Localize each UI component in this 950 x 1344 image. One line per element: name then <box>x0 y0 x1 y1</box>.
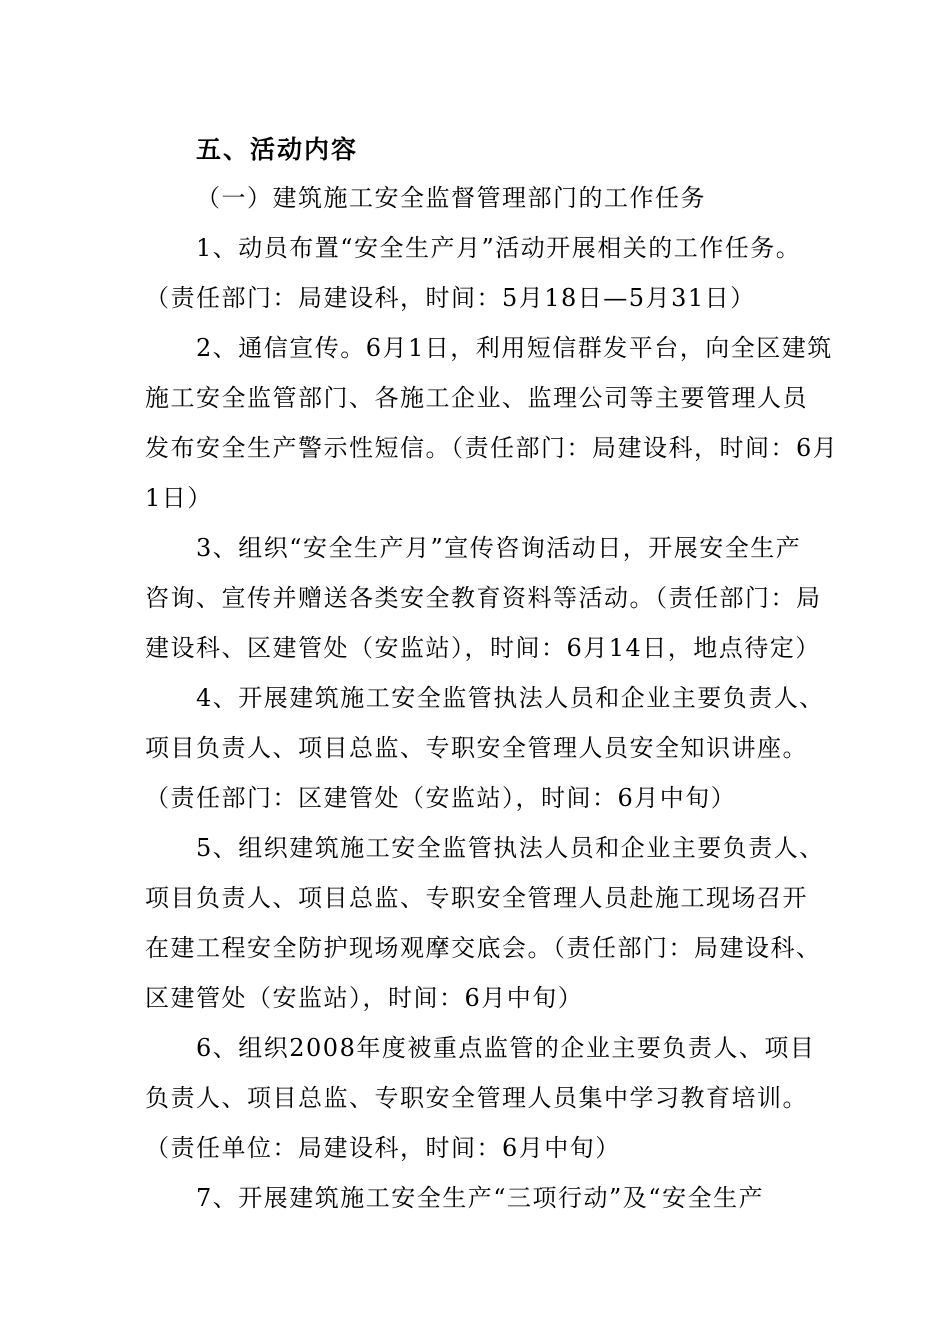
paragraph-line: 咨询、宣传并赠送各类安全教育资料等活动。（责任部门：局 <box>145 584 822 612</box>
section-subtitle: （一）建筑施工安全监督管理部门的工作任务 <box>196 184 706 212</box>
paragraph-line: 6、组织2008年度被重点监管的企业主要负责人、项目 <box>196 1034 816 1062</box>
paragraph-line: （责任部门：局建设科，时间：5月18日—5月31日） <box>145 284 756 312</box>
paragraph-line: 区建管处（安监站），时间：6月中旬） <box>145 984 584 1012</box>
paragraph-line: 4、开展建筑施工安全监管执法人员和企业主要负责人、 <box>196 684 825 712</box>
paragraph-line: （责任单位：局建设科，时间：6月中旬） <box>145 1134 621 1162</box>
paragraph-line: 施工安全监管部门、各施工企业、监理公司等主要管理人员 <box>145 384 808 412</box>
paragraph-line: 5、组织建筑施工安全监管执法人员和企业主要负责人、 <box>196 834 825 862</box>
paragraph-line: 1、动员布置“安全生产月”活动开展相关的工作任务。 <box>196 234 802 262</box>
paragraph-line: 7、开展建筑施工安全生产“三项行动”及“安全生产 <box>196 1184 765 1212</box>
paragraph-line: 在建工程安全防护现场观摩交底会。（责任部门：局建设科、 <box>145 934 822 962</box>
paragraph-line: 2、通信宣传。6月1日，利用短信群发平台，向全区建筑 <box>196 334 833 362</box>
paragraph-line: 3、组织“安全生产月”宣传咨询活动日，开展安全生产 <box>196 534 802 562</box>
paragraph-line: 1日） <box>145 484 213 512</box>
paragraph-line: 项目负责人、项目总监、专职安全管理人员安全知识讲座。 <box>145 734 808 762</box>
section-title: 五、活动内容 <box>196 135 359 164</box>
paragraph-line: 建设科、区建管处（安监站），时间：6月14日，地点待定） <box>145 634 821 662</box>
paragraph-line: （责任部门：区建管处（安监站），时间：6月中旬） <box>145 784 737 812</box>
paragraph-line: 负责人、项目总监、专职安全管理人员集中学习教育培训。 <box>145 1084 808 1112</box>
paragraph-line: 发布安全生产警示性短信。（责任部门：局建设科，时间：6月 <box>145 434 839 462</box>
paragraph-line: 项目负责人、项目总监、专职安全管理人员赴施工现场召开 <box>145 884 808 912</box>
